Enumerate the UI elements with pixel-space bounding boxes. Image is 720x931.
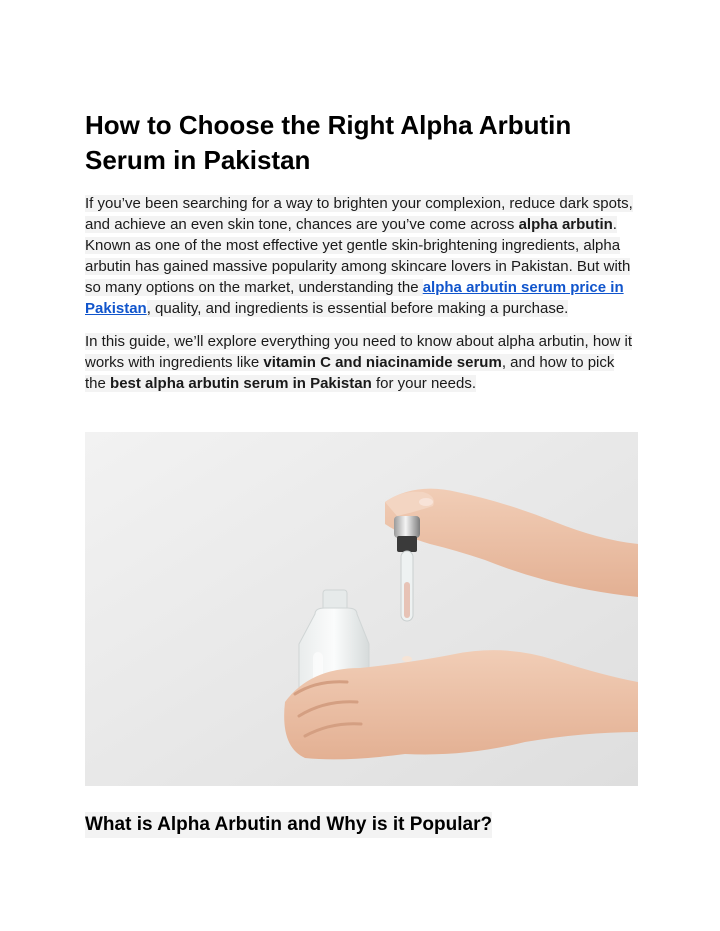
guide-bold-best-serum: best alpha arbutin serum in Pakistan xyxy=(110,375,372,392)
serum-dropper-illustration xyxy=(85,432,638,786)
intro-bold-alpha-arbutin: alpha arbutin xyxy=(518,216,613,233)
guide-text-3: for your needs. xyxy=(371,375,477,392)
guide-text-2: , and how to pick the xyxy=(85,354,615,392)
guide-text-1: In this guide, we’ll explore everything you need to know about alpha arbutin, how it works with ingredients like xyxy=(85,333,633,371)
intro-text-3: , quality, and ingredients is essential before making a purchase. xyxy=(146,300,569,317)
serum-photo xyxy=(85,432,638,786)
price-link[interactable]: alpha arbutin serum price in Pakistan xyxy=(85,279,624,317)
guide-bold-vitamin-c: vitamin C and niacinamide serum xyxy=(263,354,502,371)
guide-paragraph xyxy=(85,331,638,394)
intro-text-1: If you’ve been searching for a way to brighten your complexion, reduce dark spots, and achieve an even skin tone, chances are you’ve come across xyxy=(85,195,633,233)
page-title: How to Choose the Right Alpha Arbutin Serum in Pakistan xyxy=(85,110,572,175)
intro-paragraph xyxy=(85,193,638,319)
article-body xyxy=(85,108,638,394)
section-heading: What is Alpha Arbutin and Why is it Popular? xyxy=(85,812,492,838)
intro-text-2: . Known as one of the most effective yet gentle skin-brightening ingredients, alpha arbutin has gained massive popularity among skincare lovers in Pakistan. But with so many options on the market, understanding the xyxy=(85,216,631,296)
